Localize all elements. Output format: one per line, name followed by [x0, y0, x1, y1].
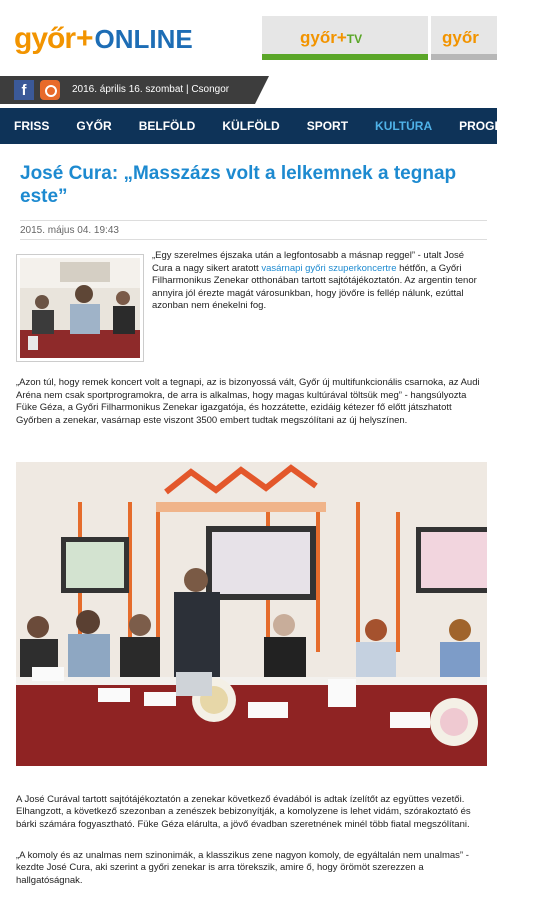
- tv-logo[interactable]: [300, 28, 362, 48]
- site-header: [0, 0, 497, 72]
- instagram-icon[interactable]: [40, 80, 60, 100]
- nav-item-kulfold[interactable]: KÜLFÖLD: [222, 119, 280, 133]
- nav-item-belfold[interactable]: BELFÖLD: [138, 119, 196, 133]
- nav-item-friss[interactable]: FRISS: [14, 119, 50, 133]
- article-intro-text-a: „Egy szerelmes éjszaka után a legfontosabb a másnap reggel” - utalt José Cura a nagy sikert aratott: [152, 250, 465, 274]
- concert-link[interactable]: vasárnapi győri szuperkoncertre: [261, 262, 397, 274]
- main-nav: [0, 108, 540, 144]
- article-paragraph-3: „A komoly és az unalmas nem szinonimák, a klasszikus zene nagyon komoly, de egyáltalán nem unalmas” - kezdte José Cura, aki szerint a győri zenekar is arra törekszik, amire ő, hogy örömöt szerezzen a hallgatóságnak.: [16, 850, 469, 886]
- logo-gyor-text: győr: [14, 22, 76, 55]
- article-paragraph: „Azon túl, hogy remek koncert volt a tegnapi, az is bizonyossá vált, Győr új multifunkcionális csarnoka, az Audi Aréna nem csak sportprogramokra, de arra is alkalmas, hogy magas kultúrával töltsük meg” - hangsúlyozta Füke Géza, a Győri Filharmonikus Zenekar igazgatója, és hozzátette, ezidáig kétezer fő előtt játszhatott Győrben a zenekar, vasárnap este viszont 3500 embert tudtak megszólítani az új helyszínen.: [16, 377, 480, 426]
- second-logo[interactable]: győr: [442, 28, 479, 47]
- article-date: 2015. május 04. 19:43: [20, 220, 487, 240]
- nav-item-kultura[interactable]: KULTÚRA: [375, 119, 433, 133]
- tv-banner[interactable]: [262, 16, 497, 60]
- article-intro: [152, 250, 487, 313]
- article-title: José Cura: „Masszázs volt a lelkemnek a tegnap este”: [20, 163, 457, 207]
- nav-item-gyor[interactable]: GYŐR: [76, 119, 112, 133]
- site-logo[interactable]: [14, 22, 193, 56]
- tv-logo-label: győr+: [300, 28, 347, 47]
- tv-banner-grey-bar: [431, 54, 497, 60]
- nav-item-sport[interactable]: SPORT: [306, 119, 349, 133]
- facebook-icon[interactable]: f: [14, 80, 34, 100]
- nav-item-programok[interactable]: PROGRAMOK: [459, 119, 540, 133]
- article-intro-text-b: hétfőn, a Győri Filharmonikus Zenekar otthonában tartott sajtótájékoztatón. Az argentin tenor annyira jól érezte magát városunkban, hogy jövőre is fellép nálunk, ezúttal azonban nem énekelni fog.: [152, 262, 477, 312]
- logo-online-text: ONLINE: [94, 24, 193, 54]
- current-date: 2016. április 16. szombat | Csongor: [72, 84, 230, 95]
- article-paragraph-2: A José Curával tartott sajtótájékoztatón a zenekar következő évadából is adtak ízelítőt az együttes vezetői. Elhangzott, a következő szezonban a zenészek bebizonyítják, a komolyzene is lehet vidám, szórakoztató és bárki számára fogyasztható. Füke Géza elárulta, a jövő évadban szeretnének minél több fiatal megszólítani.: [16, 794, 471, 830]
- tv-banner-green-bar: [262, 54, 428, 60]
- article-thumbnail[interactable]: [16, 254, 144, 362]
- tv-logo-suffix: TV: [346, 32, 363, 46]
- logo-plus-text: +: [76, 22, 94, 55]
- date-bar: [0, 76, 255, 104]
- press-conference-photo[interactable]: [16, 462, 487, 766]
